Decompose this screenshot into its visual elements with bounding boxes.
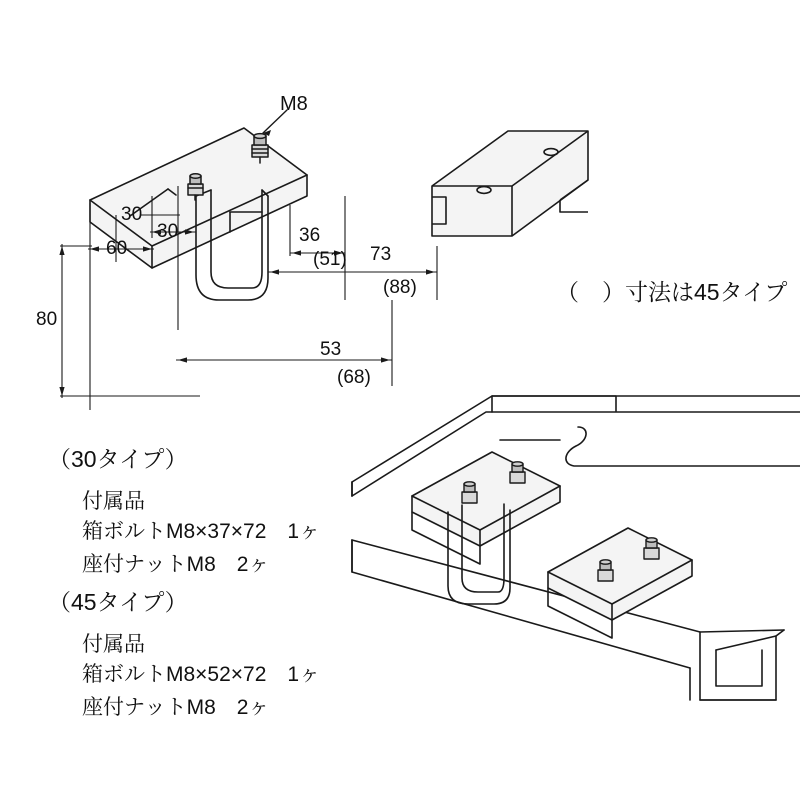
note-item-45-1: 箱ボルトM8×52×72 1ヶ (82, 663, 321, 686)
m8-bolt-label: M8 (280, 93, 308, 115)
dimension-36: 36 (299, 225, 321, 246)
note-item-45-2: 座付ナットM8 2ヶ (82, 696, 270, 719)
dimension-30-upper: 30 (121, 204, 143, 225)
dimension-30-lower: 30 (157, 221, 179, 242)
dimension-51: (51) (313, 249, 347, 270)
dimension-73: 73 (370, 244, 392, 265)
assembly-bracket-1 (412, 452, 560, 604)
cover-plate-isometric (432, 131, 588, 236)
dimension-60: 60 (106, 238, 128, 259)
dimension-88: (88) (383, 277, 417, 298)
note-item-30-2: 座付ナットM8 2ヶ (82, 553, 270, 576)
note-item-30-1: 箱ボルトM8×37×72 1ヶ (82, 520, 321, 543)
assembly-bracket-2 (548, 528, 692, 620)
legend-note: （ ）寸法は45タイプ (556, 279, 788, 305)
note-heading-45: （45タイプ） (48, 589, 188, 615)
dimension-80: 80 (36, 309, 58, 330)
dimension-68: (68) (337, 367, 371, 388)
assembly-illustration (352, 396, 800, 700)
dimension-53: 53 (320, 339, 342, 360)
note-sub-30: 付属品 (82, 490, 145, 513)
note-sub-45: 付属品 (82, 633, 145, 656)
note-heading-30: （30タイプ） (48, 446, 188, 472)
